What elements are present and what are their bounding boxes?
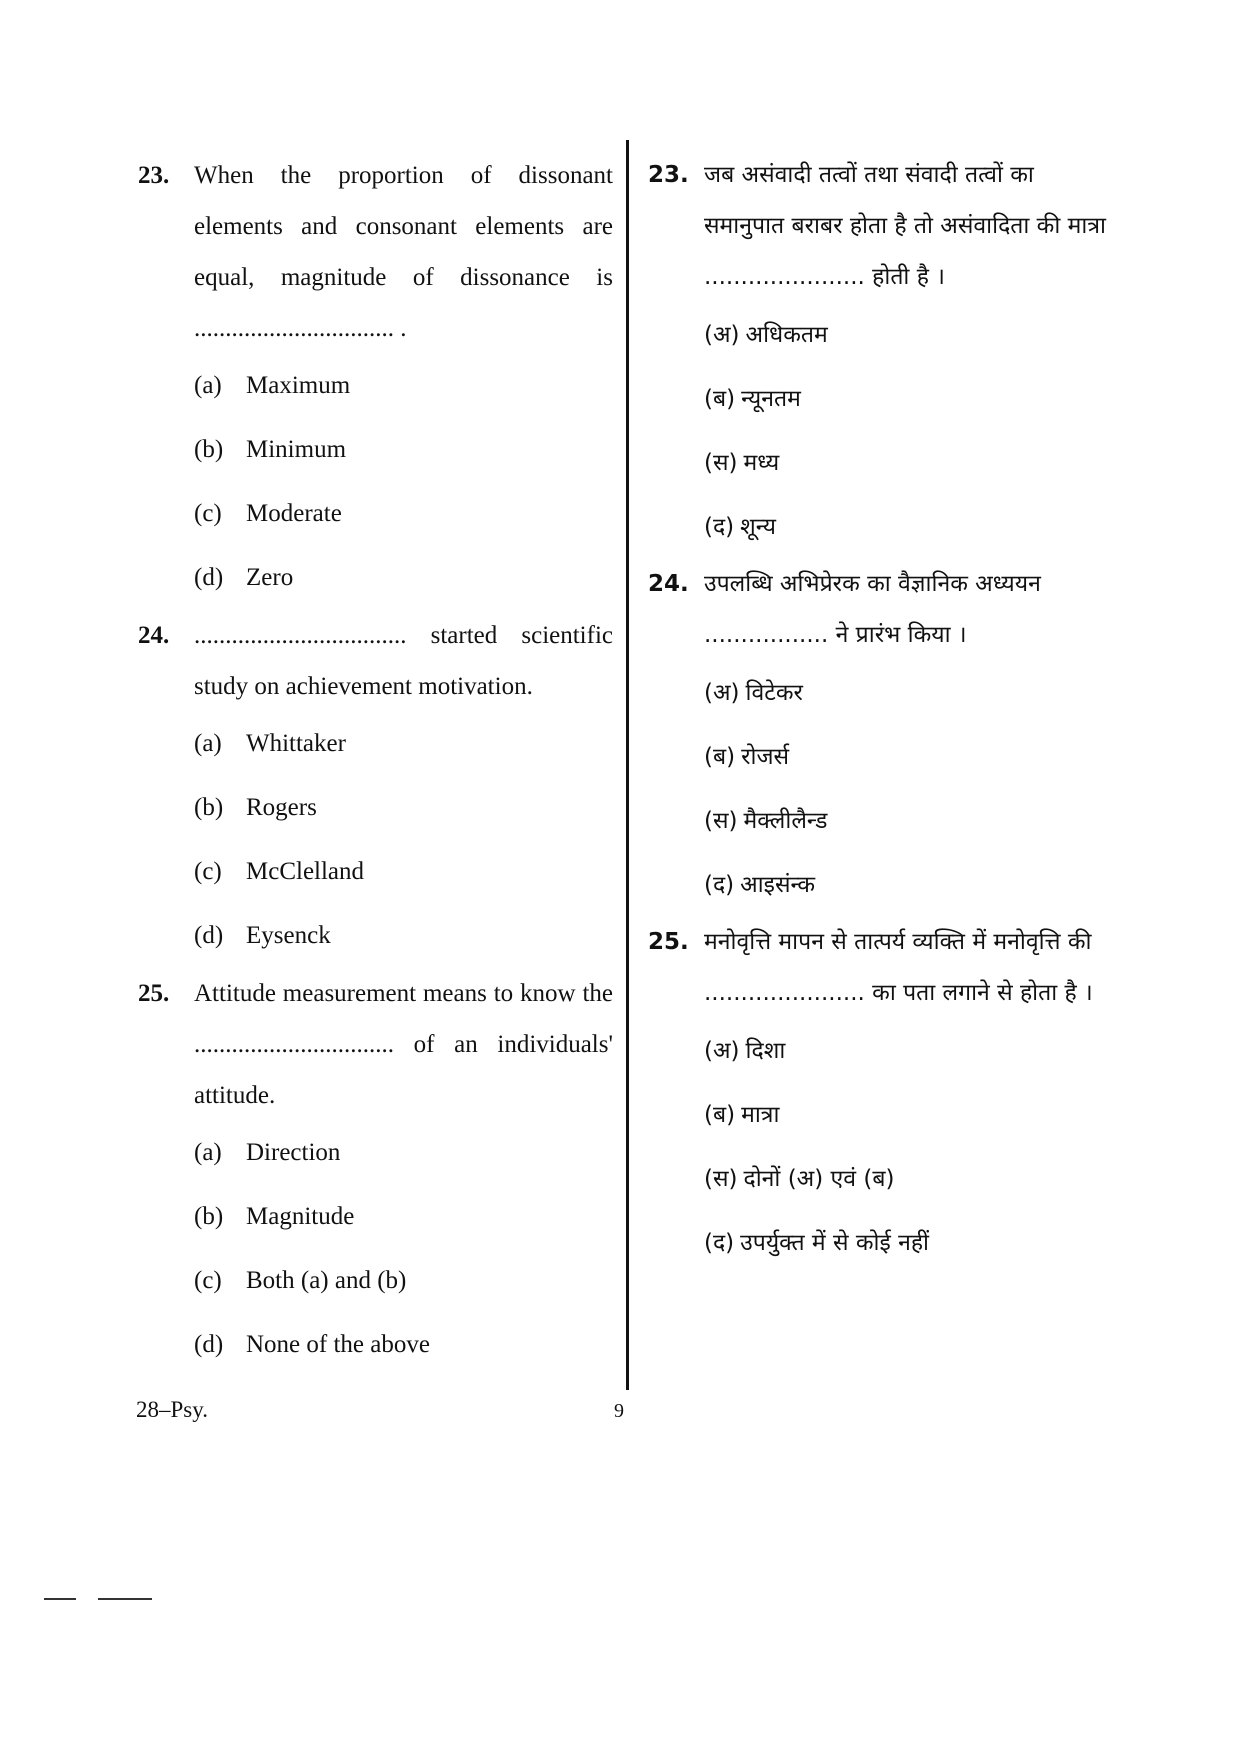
question-number: 24. [648, 571, 689, 597]
options-list [194, 1121, 613, 1377]
question-text: उपलब्धि अभिप्रेरक का वैज्ञानिक अध्ययन ................. ने प्रारंभ किया । [704, 571, 1041, 648]
paper-code: 28–Psy. [136, 1397, 208, 1422]
option: (c) Moderate [194, 500, 342, 527]
option: (ब) मात्रा [704, 1102, 780, 1128]
scan-mark [98, 1598, 152, 1600]
option: (a) Direction [194, 1139, 341, 1166]
question-24-en [138, 610, 613, 968]
option: (b) Magnitude [194, 1203, 355, 1230]
question-number: 23. [648, 162, 689, 188]
options-list [194, 354, 613, 610]
option: (द) शून्य [704, 514, 776, 540]
question-text: Attitude measurement means to know the ................................ of an individuals' attitude. [194, 980, 613, 1109]
question-number: 23. [138, 162, 170, 189]
option: (द) उपर्युक्त में से कोई नहीं [704, 1230, 930, 1256]
option: (स) मैक्लीलैन्ड [704, 808, 828, 834]
options-list [704, 661, 1118, 917]
option: (अ) विटेकर [704, 680, 803, 706]
option: (ब) न्यूनतम [704, 386, 801, 412]
question-text: जब असंवादी तत्वों तथा संवादी तत्वों का समानुपात बराबर होता है तो असंवादिता की मात्रा ...................... होती है । [704, 162, 1106, 290]
option: (d) Zero [194, 564, 294, 591]
question-24-hi [648, 559, 1118, 917]
option: (c) Both (a) and (b) [194, 1267, 407, 1294]
column-divider [626, 140, 629, 1390]
question-25-en [138, 968, 613, 1377]
option: (c) McClelland [194, 858, 365, 885]
option: (द) आइसंन्क [704, 872, 815, 898]
options-list [704, 303, 1118, 559]
option: (a) Maximum [194, 372, 351, 399]
question-number: 25. [138, 980, 170, 1007]
option: (a) Whittaker [194, 730, 346, 757]
english-column [138, 150, 613, 1377]
page-number: 9 [614, 1400, 624, 1422]
question-number: 25. [648, 929, 689, 955]
question-25-hi [648, 917, 1118, 1275]
option: (ब) रोजर्स [704, 744, 790, 770]
option: (b) Rogers [194, 794, 317, 821]
question-text: मनोवृत्ति मापन से तात्पर्य व्यक्ति में मनोवृत्ति की ...................... का पता लगाने से होता है । [704, 929, 1093, 1006]
hindi-column [648, 150, 1118, 1275]
options-list [194, 712, 613, 968]
options-list [704, 1019, 1118, 1275]
question-23-en [138, 150, 613, 610]
option: (b) Minimum [194, 436, 347, 463]
option: (स) दोनों (अ) एवं (ब) [704, 1166, 895, 1192]
option: (स) मध्य [704, 450, 780, 476]
question-text: When the proportion of dissonant elements and consonant elements are equal, magnitude of dissonance is ................................ . [194, 162, 613, 342]
option: (अ) अधिकतम [704, 322, 828, 348]
question-23-hi [648, 150, 1118, 559]
option: (d) Eysenck [194, 922, 331, 949]
scan-mark [44, 1598, 76, 1600]
option: (अ) दिशा [704, 1038, 786, 1064]
question-text: .................................. started scientific study on achievement motivation. [194, 622, 613, 700]
option: (d) None of the above [194, 1331, 430, 1358]
question-number: 24. [138, 622, 170, 649]
